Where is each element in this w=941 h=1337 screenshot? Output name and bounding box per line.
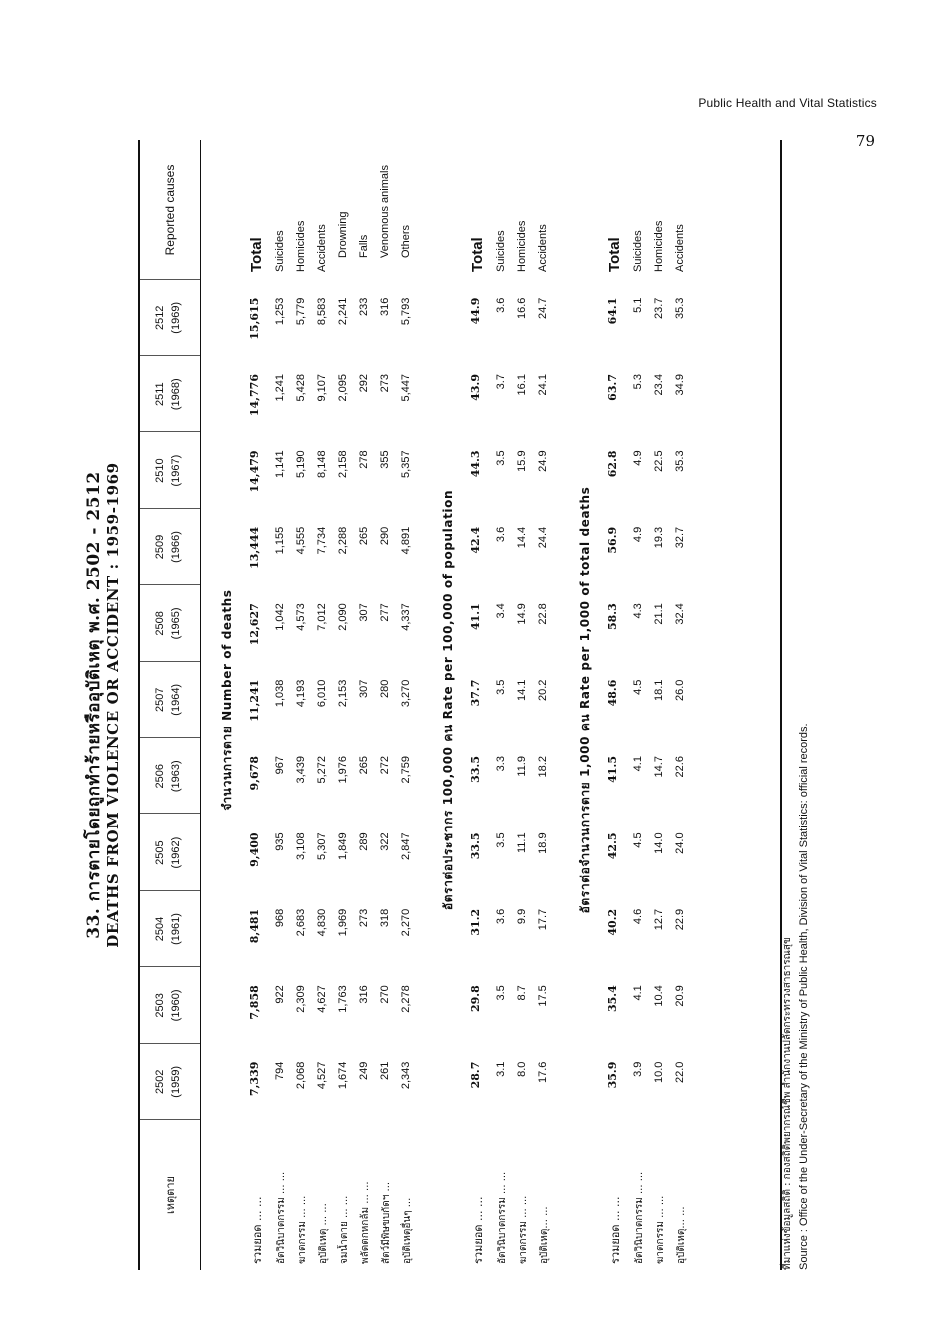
table-cell: 4.9 (632, 450, 644, 466)
year-be: 2505 (154, 840, 166, 865)
table-cell: 2,278 (400, 985, 412, 1013)
table-cell: 272 (379, 756, 391, 775)
table-row (606, 140, 627, 1270)
column-rule (140, 737, 200, 738)
year-ce: (1963) (170, 760, 182, 793)
table-cell: 7,012 (316, 603, 328, 631)
table-cell: 355 (379, 450, 391, 469)
year-be: 2506 (154, 763, 166, 789)
table-cell: 5,307 (316, 832, 328, 860)
table-cell: 5,357 (400, 450, 412, 478)
year-be: 2508 (154, 611, 166, 636)
row-label-thai: อัตวินิบาตกรรม ... ... (634, 1171, 645, 1264)
row-label-english: Homicides (516, 220, 528, 272)
table-row (274, 140, 295, 1270)
row-label-english: Suicides (274, 230, 286, 272)
row-label-english: Venomous animals (379, 165, 391, 258)
table-cell: 3.1 (495, 1061, 507, 1077)
table-cell: 3.6 (495, 908, 507, 925)
table-cell: 1,674 (337, 1061, 349, 1090)
year-be: 2507 (154, 687, 166, 713)
table-cell: 48.6 (606, 679, 619, 707)
table-cell: 9,678 (248, 756, 261, 791)
year-be: 2503 (154, 993, 166, 1018)
table-cell: 3.5 (495, 985, 507, 1001)
cause-header-thai: เหตุตาย (164, 1176, 177, 1214)
table-cell: 8.0 (516, 1061, 528, 1077)
rotated-table-page (80, 140, 850, 1270)
row-label-thai: ฆาตกรรม ... ... (297, 1195, 308, 1264)
table-cell: 31.2 (469, 908, 482, 936)
row-label-english: Total (248, 237, 265, 272)
table-cell: 63.7 (606, 374, 619, 401)
table-cell: 3,108 (295, 832, 307, 860)
row-label-thai: พลัดตกหกล้ม ... ... (360, 1181, 371, 1264)
table-cell: 2,288 (337, 526, 349, 555)
row-label-thai: จมน้ำตาย ... ... (339, 1195, 350, 1264)
table-cell: 35.3 (674, 450, 686, 472)
table-cell: 307 (358, 679, 370, 698)
year-ce: (1964) (170, 683, 182, 716)
table-cell: 4.6 (632, 908, 644, 925)
table-cell: 4.1 (632, 756, 644, 772)
table-cell: 4,193 (295, 679, 307, 708)
row-label-english: Homicides (653, 220, 665, 272)
year-be: 2502 (154, 1069, 166, 1095)
year-ce: (1967) (170, 454, 182, 487)
table-cell: 35.9 (606, 1061, 619, 1089)
table-cell: 18.1 (653, 679, 665, 702)
table-cell: 322 (379, 832, 391, 851)
table-row (358, 140, 379, 1270)
table-cell: 8,481 (248, 908, 261, 944)
table-cell: 8,148 (316, 450, 328, 478)
table-cell: 12,627 (248, 603, 261, 646)
table-cell: 24.9 (537, 450, 549, 472)
year-header (140, 509, 200, 585)
table-cell: 34.9 (674, 374, 686, 396)
table-cell: 3.6 (495, 297, 507, 313)
table-cell: 4.5 (632, 679, 644, 695)
source-note-thai: ที่มาแห่งข้อมูลสถิติ : กองสถิติพยากรณ์ชีพ สำนักงานปลัดกระทรวงสาธารณสุข (782, 937, 793, 1270)
column-rule (140, 966, 200, 967)
table-cell: 26.0 (674, 679, 686, 702)
row-label-english: Falls (358, 234, 370, 258)
table-row (248, 140, 269, 1270)
table-cell: 4,527 (316, 1061, 328, 1090)
table-cell: 3.5 (495, 832, 507, 848)
table-row (469, 140, 490, 1270)
table-cell: 316 (379, 297, 391, 316)
row-label-thai: อุบัติเหตุ... ... (539, 1206, 550, 1264)
table-row (495, 140, 516, 1270)
year-header (140, 967, 200, 1043)
table-cell: 265 (358, 756, 370, 775)
table-cell: 19.3 (653, 526, 665, 549)
table-cell: 12.7 (653, 908, 665, 931)
table-cell: 5,447 (400, 374, 412, 402)
table-cell: 14.0 (653, 832, 665, 854)
table-cell: 273 (379, 374, 391, 393)
table-cell: 2,309 (295, 985, 307, 1013)
year-ce: (1961) (170, 913, 182, 945)
year-header (140, 738, 200, 814)
year-header (140, 1044, 200, 1120)
table-cell: 2,759 (400, 756, 412, 784)
row-label-english: Total (606, 237, 623, 272)
table-cell: 2,343 (400, 1061, 412, 1090)
row-label-thai: รวมยอด ... ... (472, 1196, 485, 1264)
year-header (140, 814, 200, 890)
row-label-english: Suicides (632, 230, 644, 272)
table-cell: 935 (274, 832, 286, 851)
table-cell: 24.0 (674, 832, 686, 854)
table-cell: 4.5 (632, 832, 644, 848)
running-head: Public Health and Vital Statistics (698, 96, 877, 110)
table-cell: 2,241 (337, 297, 349, 326)
table-cell: 32.4 (674, 603, 686, 625)
table-cell: 16.6 (516, 297, 528, 320)
table-cell: 4,830 (316, 908, 328, 937)
table-cell: 3,270 (400, 679, 412, 708)
table-cell: 1,141 (274, 450, 286, 478)
table-cell: 922 (274, 985, 286, 1004)
table-cell: 24.4 (537, 526, 549, 549)
table-cell: 7,858 (248, 985, 261, 1020)
table-cell: 41.1 (469, 603, 482, 631)
row-label-thai: ฆาตกรรม ... ... (655, 1195, 666, 1264)
column-rule (140, 355, 200, 356)
statistics-table (138, 140, 782, 1270)
column-rule (140, 1043, 200, 1044)
table-cell: 5,779 (295, 297, 307, 326)
table-cell: 4,891 (400, 526, 412, 555)
year-ce: (1959) (170, 1065, 182, 1098)
table-cell: 1,969 (337, 908, 349, 937)
table-cell: 3.9 (632, 1061, 644, 1077)
row-label-thai: อัตวินิบาตกรรม ... ... (497, 1171, 508, 1264)
column-rule (140, 890, 200, 891)
table-cell: 22.0 (674, 1061, 686, 1084)
table-row (295, 140, 316, 1270)
row-label-english: Accidents (316, 224, 328, 272)
column-rule (140, 1119, 200, 1120)
table-cell: 265 (358, 526, 370, 546)
table-cell: 15.9 (516, 450, 528, 472)
row-label-english: Homicides (295, 220, 307, 272)
column-rule (140, 279, 200, 280)
table-row (316, 140, 337, 1270)
table-cell: 1,763 (337, 985, 349, 1013)
year-header (140, 356, 200, 432)
row-label-english: Accidents (537, 224, 549, 272)
column-rule (140, 813, 200, 814)
table-cell: 7,339 (248, 1061, 261, 1097)
table-cell: 4.9 (632, 526, 644, 543)
table-row (379, 140, 400, 1270)
table-cell: 14.7 (653, 756, 665, 778)
column-rule (140, 584, 200, 585)
table-cell: 8.7 (516, 985, 528, 1001)
table-cell: 41.5 (606, 756, 619, 783)
table-cell: 3.3 (495, 756, 507, 772)
table-cell: 35.4 (606, 985, 619, 1013)
table-cell: 44.3 (469, 450, 482, 478)
table-cell: 794 (274, 1061, 286, 1080)
table-cell: 273 (358, 908, 370, 928)
table-cell: 20.2 (537, 679, 549, 702)
table-cell: 42.5 (606, 832, 619, 860)
table-cell: 1,849 (337, 832, 349, 860)
table-cell: 20.9 (674, 985, 686, 1007)
table-cell: 17.5 (537, 985, 549, 1007)
table-cell: 968 (274, 908, 286, 928)
table-cell: 3.4 (495, 603, 507, 619)
row-label-thai: อุบัติเหตุ ... ... (318, 1203, 329, 1264)
table-cell: 11,241 (248, 679, 261, 722)
table-cell: 14,479 (248, 450, 261, 493)
table-cell: 318 (379, 908, 391, 928)
table-cell: 4,573 (295, 603, 307, 631)
table-cell: 5,190 (295, 450, 307, 478)
table-row (674, 140, 695, 1270)
table-cell: 261 (379, 1061, 391, 1080)
table-cell: 1,038 (274, 679, 286, 708)
table-row (632, 140, 653, 1270)
row-label-english: Total (469, 237, 486, 272)
year-ce: (1960) (170, 989, 182, 1022)
table-cell: 9.9 (516, 908, 528, 925)
table-cell: 3.6 (495, 526, 507, 543)
table-cell: 3.5 (495, 450, 507, 466)
table-cell: 44.9 (469, 297, 482, 325)
table-cell: 2,090 (337, 603, 349, 631)
table-cell: 18.9 (537, 832, 549, 854)
table-cell: 42.4 (469, 526, 482, 554)
table-title-thai: 33. การตายโดยถูกทำร้ายหรืออุบัติเหตุ พ.ศ. 2502 - 2512 (84, 471, 104, 939)
table-cell: 2,847 (400, 832, 412, 860)
column-rule (140, 661, 200, 662)
table-cell: 21.1 (653, 603, 665, 625)
table-cell: 2,270 (400, 908, 412, 937)
year-header (140, 662, 200, 738)
table-cell: 10.4 (653, 985, 665, 1007)
table-cell: 11.9 (516, 756, 528, 777)
table-cell: 14.4 (516, 526, 528, 549)
table-cell: 33.5 (469, 832, 482, 860)
row-label-thai: สัตว์มีพิษขบกัดฯ ... (381, 1181, 392, 1264)
table-cell: 23.4 (653, 374, 665, 396)
table-cell: 233 (358, 297, 370, 316)
section-title: จำนวนการตาย Number of deaths (220, 589, 234, 811)
table-row (516, 140, 537, 1270)
table-cell: 28.7 (469, 1061, 482, 1089)
table-cell: 307 (358, 603, 370, 622)
year-be: 2512 (154, 305, 166, 331)
table-cell: 292 (358, 374, 370, 393)
table-cell: 1,241 (274, 374, 286, 402)
table-cell: 18.2 (537, 756, 549, 778)
section-title: อัตราต่อประชากร 100,000 คน Rate per 100,000 of population (441, 489, 455, 911)
table-cell: 2,095 (337, 374, 349, 402)
table-cell: 32.7 (674, 526, 686, 549)
table-cell: 4,627 (316, 985, 328, 1013)
row-label-english: Accidents (674, 224, 686, 272)
section-title: อัตราต่อจำนวนการตาย 1,000 คน Rate per 1,000 of total deaths (578, 486, 592, 914)
table-cell: 22.9 (674, 908, 686, 931)
table-cell: 14,776 (248, 374, 261, 417)
row-label-english: Suicides (495, 230, 507, 272)
row-label-thai: รวมยอด ... ... (251, 1196, 264, 1264)
table-cell: 3,439 (295, 756, 307, 784)
table-cell: 8,583 (316, 297, 328, 326)
table-cell: 6,010 (316, 679, 328, 708)
row-label-thai: รวมยอด ... ... (609, 1196, 622, 1264)
table-cell: 5,272 (316, 756, 328, 784)
table-cell: 35.3 (674, 297, 686, 320)
table-cell: 2,683 (295, 908, 307, 937)
table-cell: 13,444 (248, 526, 261, 569)
table-cell: 4.3 (632, 603, 644, 619)
table-cell: 2,158 (337, 450, 349, 478)
year-be: 2504 (154, 916, 166, 942)
year-be: 2510 (154, 458, 166, 483)
table-cell: 277 (379, 603, 391, 622)
table-cell: 9,107 (316, 374, 328, 402)
table-cell: 22.8 (537, 603, 549, 625)
table-cell: 3.5 (495, 679, 507, 695)
table-cell: 1,155 (274, 526, 286, 555)
table-cell: 11.1 (516, 832, 528, 854)
table-cell: 29.8 (469, 985, 482, 1013)
table-cell: 7,734 (316, 526, 328, 555)
table-row (400, 140, 421, 1270)
source-note-english: Source : Office of the Under-Secretary of the Ministry of Public Health, Division of Vital Statistics: official records. (798, 723, 810, 1270)
header-divider (200, 140, 201, 1270)
table-cell: 289 (358, 832, 370, 851)
source-note (780, 140, 812, 1270)
year-header (140, 432, 200, 508)
table-title-english: DEATHS FROM VIOLENCE OR ACCIDENT : 1959-1969 (104, 462, 122, 948)
row-label-english: Drowning (337, 211, 349, 258)
table-cell: 2,153 (337, 679, 349, 708)
table-row (653, 140, 674, 1270)
table-cell: 16.1 (516, 374, 528, 396)
year-be: 2509 (154, 534, 166, 560)
table-cell: 1,976 (337, 756, 349, 784)
table-cell: 24.1 (537, 374, 549, 396)
table-row (337, 140, 358, 1270)
table-cell: 2,068 (295, 1061, 307, 1090)
table-cell: 33.5 (469, 756, 482, 783)
table-row (537, 140, 558, 1270)
table-cell: 17.6 (537, 1061, 549, 1084)
year-ce: (1968) (170, 378, 182, 411)
table-cell: 4,337 (400, 603, 412, 631)
row-label-thai: อัตวินิบาตกรรม ... ... (276, 1171, 287, 1264)
table-cell: 62.8 (606, 450, 619, 478)
column-rule (140, 431, 200, 432)
row-label-thai: อุบัติเหตุ... ... (676, 1206, 687, 1264)
page-number: 79 (855, 132, 875, 150)
table-cell: 23.7 (653, 297, 665, 320)
table-cell: 4.1 (632, 985, 644, 1001)
table-cell: 290 (379, 526, 391, 546)
table-cell: 9,400 (248, 832, 261, 867)
table-cell: 37.7 (469, 679, 482, 707)
table-cell: 967 (274, 756, 286, 775)
table-cell: 24.7 (537, 297, 549, 320)
year-ce: (1969) (170, 301, 182, 334)
table-cell: 43.9 (469, 374, 482, 401)
table-cell: 56.9 (606, 526, 619, 554)
table-cell: 1,253 (274, 297, 286, 326)
year-ce: (1965) (170, 607, 182, 640)
year-header (140, 891, 200, 967)
table-cell: 5.3 (632, 374, 644, 390)
table-cell: 22.6 (674, 756, 686, 778)
table-cell: 5,793 (400, 297, 412, 326)
table-cell: 1,042 (274, 603, 286, 631)
row-label-english: Others (400, 224, 412, 258)
table-cell: 280 (379, 679, 391, 698)
table-cell: 64.1 (606, 297, 619, 325)
year-be: 2511 (154, 382, 166, 407)
table-cell: 270 (379, 985, 391, 1004)
table-cell: 15,615 (248, 297, 261, 340)
year-ce: (1962) (170, 836, 182, 869)
table-cell: 14.1 (516, 679, 528, 702)
table-cell: 5,428 (295, 374, 307, 402)
table-cell: 249 (358, 1061, 370, 1080)
year-header (140, 280, 200, 356)
table-cell: 17.7 (537, 908, 549, 931)
table-cell: 40.2 (606, 908, 619, 936)
table-cell: 316 (358, 985, 370, 1004)
table-cell: 58.3 (606, 603, 619, 631)
table-cell: 4,555 (295, 526, 307, 555)
cause-header-english: Reported causes (163, 164, 177, 256)
table-cell: 10.0 (653, 1061, 665, 1084)
year-ce: (1966) (170, 531, 182, 563)
row-label-thai: ฆาตกรรม ... ... (518, 1195, 529, 1264)
table-cell: 278 (358, 450, 370, 469)
row-label-thai: อุบัติเหตุอื่นๆ ... (402, 1197, 413, 1264)
table-cell: 3.7 (495, 374, 507, 390)
table-cell: 22.5 (653, 450, 665, 472)
table-cell: 5.1 (632, 297, 644, 313)
column-rule (140, 508, 200, 509)
table-cell: 14.9 (516, 603, 528, 625)
year-header (140, 585, 200, 661)
